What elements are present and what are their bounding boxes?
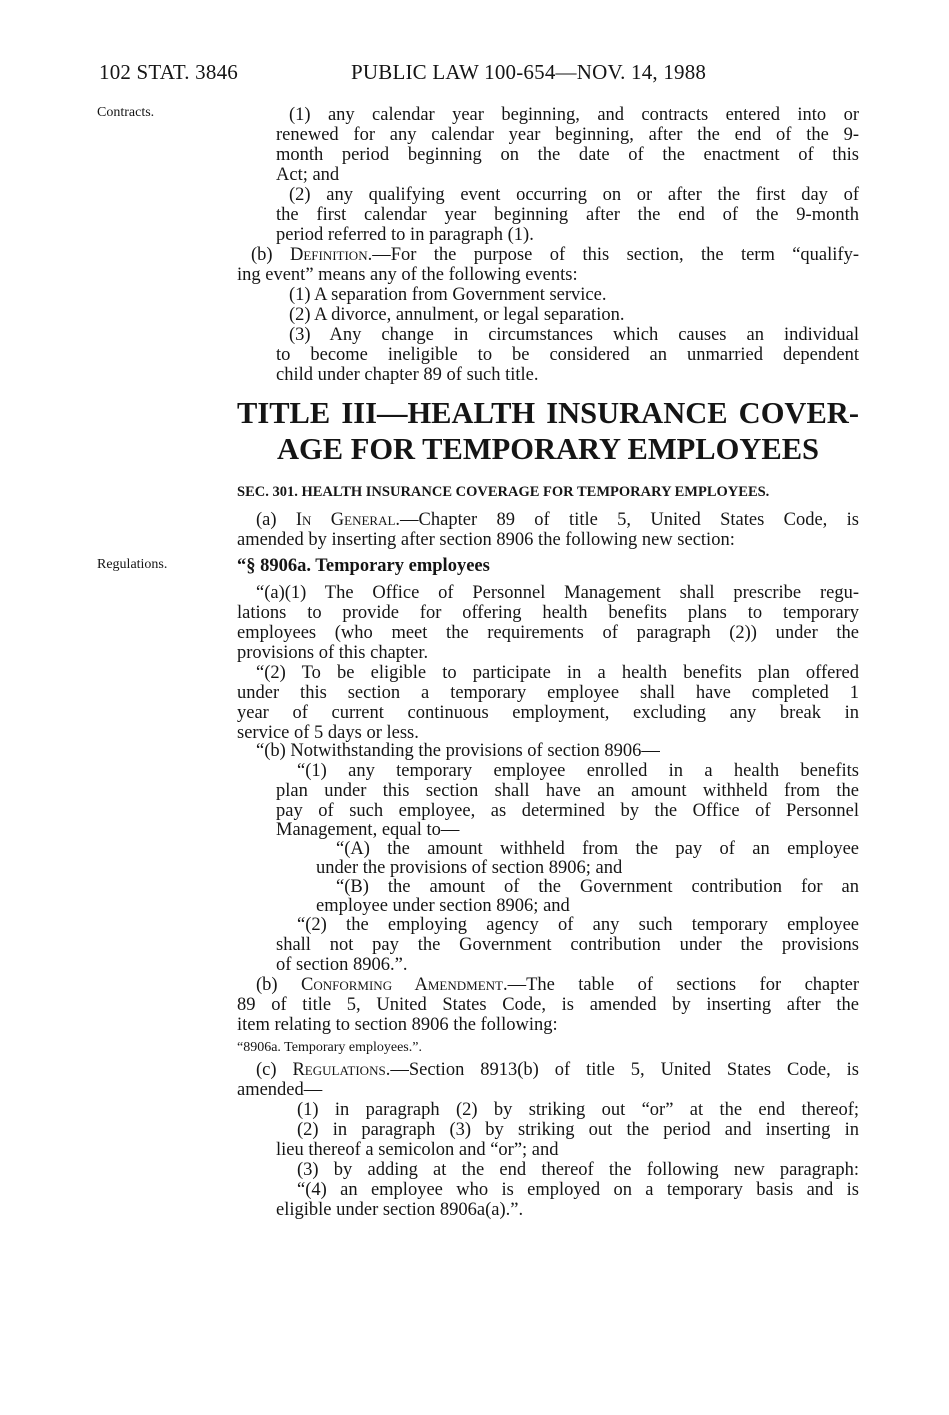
text-line: pay of such employee, as determined by the Office of Personnel bbox=[276, 801, 859, 821]
margin-note-contracts: Contracts. bbox=[97, 105, 155, 120]
text-line: “(A) the amount withheld from the pay of an employee bbox=[336, 839, 859, 859]
text-line: renewed for any calendar year beginning, after the end of the 9- bbox=[276, 125, 859, 145]
title-heading-line-2: AGE FOR TEMPORARY EMPLOYEES bbox=[276, 432, 820, 466]
title-heading-line-1: TITLE III—HEALTH INSURANCE COVER- bbox=[237, 396, 859, 430]
subsection-a-in-general: (a) In General.—Chapter 89 of title 5, United States Code, is bbox=[256, 510, 859, 530]
text-line: child under chapter 89 of such title. bbox=[276, 365, 539, 385]
text-line: Management, equal to— bbox=[276, 820, 460, 840]
text-line: ing event” means any of the following events: bbox=[237, 265, 578, 285]
text-line: item relating to section 8906 the following: bbox=[237, 1015, 558, 1035]
text-line: “(a)(1) The Office of Personnel Management shall prescribe regu- bbox=[256, 583, 859, 603]
text-line: month period beginning on the date of the enactment of this bbox=[276, 145, 859, 165]
text-line: “(4) an employee who is employed on a temporary basis and is bbox=[297, 1180, 859, 1200]
text-line: the first calendar year beginning after the end of the 9-month bbox=[276, 205, 859, 225]
text-line: of section 8906.”. bbox=[276, 955, 408, 975]
text-line: lations to provide for offering health benefits plans to temporary bbox=[237, 603, 859, 623]
text-line: service of 5 days or less. bbox=[237, 723, 419, 743]
text-line: lieu thereof a semicolon and “or”; and bbox=[276, 1140, 559, 1160]
text-line: “(2) To be eligible to participate in a health benefits plan offered bbox=[256, 663, 859, 683]
text-line: amended— bbox=[237, 1080, 323, 1100]
text-line: shall not pay the Government contribution under the provisions bbox=[276, 935, 859, 955]
table-item-8906a: “8906a. Temporary employees.”. bbox=[237, 1040, 422, 1055]
text-line: (1) in paragraph (2) by striking out “or” at the end thereof; bbox=[297, 1100, 859, 1120]
text-line: “(b) Notwithstanding the provisions of section 8906— bbox=[256, 741, 660, 761]
text-line: eligible under section 8906a(a).”. bbox=[276, 1200, 524, 1220]
text-line: “(2) the employing agency of any such temporary employee bbox=[297, 915, 859, 935]
text-line: (1) any calendar year beginning, and contracts entered into or bbox=[289, 105, 859, 125]
text-line: plan under this section shall have an amount withheld from the bbox=[276, 781, 859, 801]
text-line: employee under section 8906; and bbox=[316, 896, 570, 916]
section-8906a-heading: “§ 8906a. Temporary employees bbox=[237, 556, 490, 576]
text-line: (2) in paragraph (3) by striking out the period and inserting in bbox=[297, 1120, 859, 1140]
text-line: (3) Any change in circumstances which causes an individual bbox=[289, 325, 859, 345]
text-line: employees (who meet the requirements of paragraph (2)) under the bbox=[237, 623, 859, 643]
text-line: (1) A separation from Government service. bbox=[289, 285, 607, 305]
subsection-b-conforming-amendment: (b) Conforming Amendment.—The table of sections for chapter bbox=[256, 975, 860, 995]
text-line: Act; and bbox=[276, 165, 340, 185]
text-line: (2) any qualifying event occurring on or after the first day of bbox=[289, 185, 859, 205]
text-line: “(1) any temporary employee enrolled in a health benefits bbox=[297, 761, 859, 781]
text-line: 89 of title 5, United States Code, is amended by inserting after the bbox=[237, 995, 859, 1015]
text-line: (3) by adding at the end thereof the following new paragraph: bbox=[297, 1160, 859, 1180]
subsection-c-regulations: (c) Regulations.—Section 8913(b) of title 5, United States Code, is bbox=[256, 1060, 859, 1080]
subsection-b-definition: (b) Definition.—For the purpose of this section, the term “qualify- bbox=[251, 245, 859, 265]
page-number-header: 102 STAT. 3846 bbox=[99, 60, 238, 84]
text-line: under the provisions of section 8906; and bbox=[316, 858, 623, 878]
public-law-header: PUBLIC LAW 100-654—NOV. 14, 1988 bbox=[351, 60, 707, 84]
text-line: “(B) the amount of the Government contribution for an bbox=[336, 877, 859, 897]
text-line: period referred to in paragraph (1). bbox=[276, 225, 534, 245]
text-line: year of current continuous employment, excluding any break in bbox=[237, 703, 859, 723]
text-line: amended by inserting after section 8906 the following new section: bbox=[237, 530, 735, 550]
margin-note-regulations: Regulations. bbox=[97, 557, 168, 572]
text-line: under this section a temporary employee shall have completed 1 bbox=[237, 683, 859, 703]
text-line: to become ineligible to be considered an unmarried dependent bbox=[276, 345, 859, 365]
section-heading: SEC. 301. HEALTH INSURANCE COVERAGE FOR TEMPORARY EMPLOYEES. bbox=[237, 484, 770, 500]
text-line: (2) A divorce, annulment, or legal separation. bbox=[289, 305, 625, 325]
text-line: provisions of this chapter. bbox=[237, 643, 429, 663]
